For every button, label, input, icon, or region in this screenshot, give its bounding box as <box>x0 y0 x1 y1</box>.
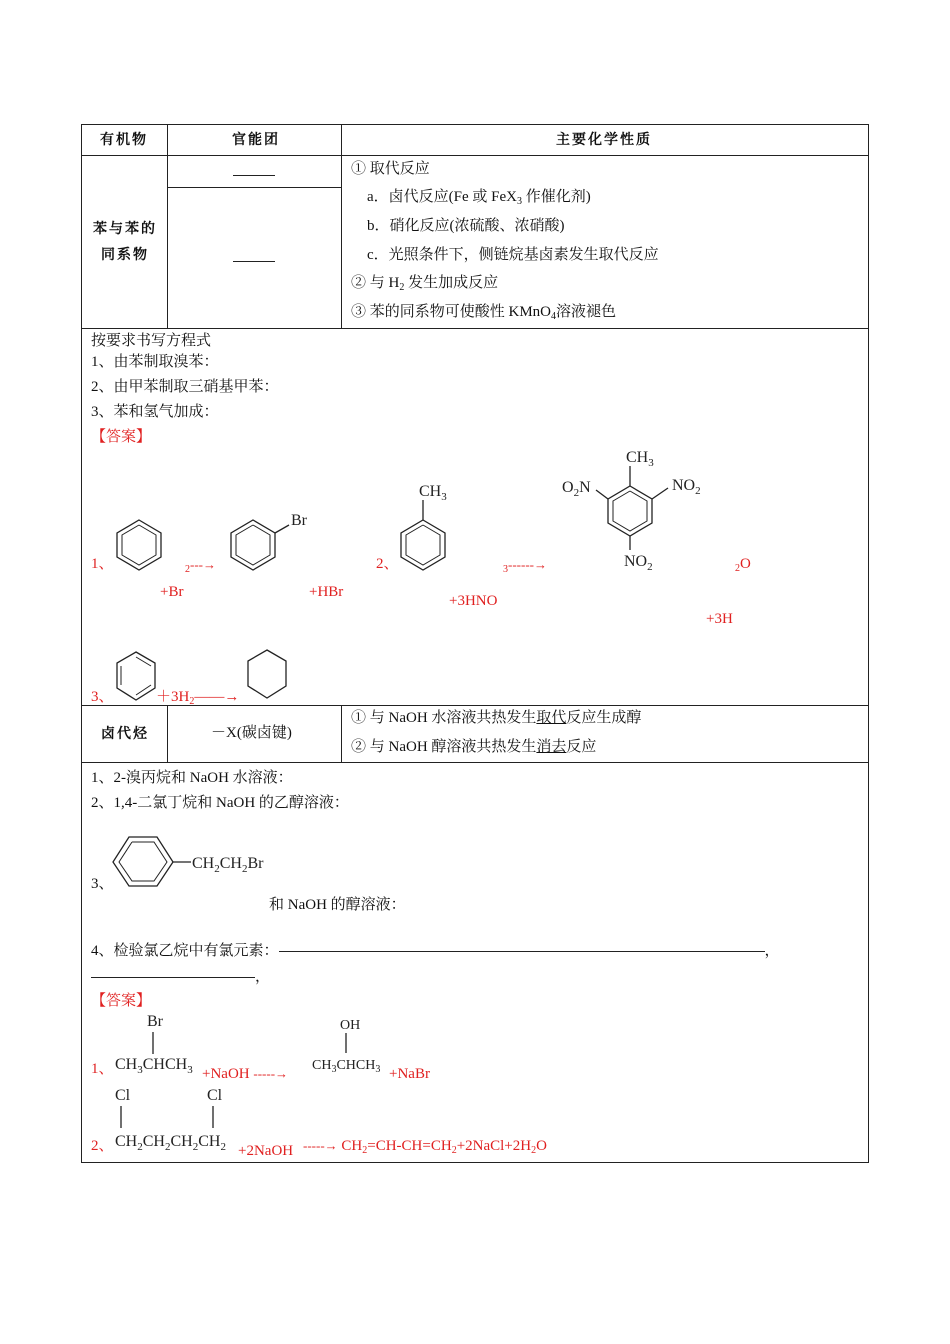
q2-line2: 2、1,4-二氯丁烷和 NaOH 的乙醇溶液： <box>91 795 349 811</box>
ch3-label: $CH_3$ <box>419 483 447 503</box>
cyclohexane-structure <box>246 648 288 700</box>
text: +NaOH <box>202 1066 250 1082</box>
text: a．卤代反应(Fe 或 FeX <box>367 189 517 205</box>
q1-line2: 2、由甲苯制取三硝基甲苯： <box>91 379 279 395</box>
tnt-ch3-label: $CH_3$ <box>626 449 654 469</box>
subscript: 2 <box>531 1145 537 1156</box>
a2-number: 2、 <box>91 1138 114 1154</box>
text: ① 与 NaOH 水溶液共热发生 <box>351 710 537 726</box>
header-functional-group: 官能团 <box>232 132 280 148</box>
underlined-answer: 消去 <box>536 739 567 755</box>
subscript: 2 <box>399 282 405 293</box>
text: O <box>740 556 751 572</box>
text: 发生加成反应 <box>404 275 499 291</box>
eq3-h2 <box>156 687 239 712</box>
ch3chch3-label: $CH_3CHCH_3$ <box>312 1058 381 1075</box>
text: 反应生成醇 <box>566 710 642 726</box>
blank-line <box>233 261 275 262</box>
subscript: 2 <box>735 563 740 574</box>
q1-line1: 1、由苯制取溴苯： <box>91 354 219 370</box>
oh-label: OH <box>340 1018 361 1033</box>
subscript: 2 <box>185 564 190 575</box>
phenylethyl-bromide-structure <box>115 834 275 890</box>
blank-line <box>91 977 255 978</box>
eq2-hno3: +3HNO <box>449 593 498 609</box>
q1-line3: 3、苯和氢气加成： <box>91 404 219 420</box>
text: 反应 <box>566 739 597 755</box>
text: 作催化剂) <box>522 189 591 205</box>
col-divider <box>341 705 342 762</box>
text: ③ 苯的同系物可使酸性 KMnO <box>351 304 552 320</box>
no2-right-label: $NO_2$ <box>672 477 701 497</box>
bromobenzene-structure <box>229 510 309 572</box>
cell-divider <box>167 187 342 188</box>
subscript: 2 <box>362 1145 368 1156</box>
col-divider <box>167 705 168 762</box>
text: ， <box>764 943 780 959</box>
ch2-chain-label: $CH_2CH_2CH_2CH_2$ <box>115 1133 226 1153</box>
header-properties: 主要化学性质 <box>556 132 652 148</box>
q1-answer-label: 【答案】 <box>91 429 152 445</box>
prop-oxidation <box>351 302 616 327</box>
text: ＋3H <box>156 689 190 705</box>
no2-bottom-label: $NO_2$ <box>624 553 653 573</box>
arrow: ------→ <box>508 557 547 572</box>
blank-line <box>233 175 275 176</box>
subscript: 3 <box>517 196 522 207</box>
o2n-label: $O_2N$ <box>562 479 591 499</box>
text: +2NaOH <box>238 1143 294 1159</box>
prop-substitution: ① 取代反应 <box>351 161 430 177</box>
a1-nabr: +NaBr <box>389 1066 430 1082</box>
prop-addition <box>351 273 498 298</box>
subscript: 2 <box>189 696 195 707</box>
q1-title: 按要求书写方程式 <box>91 333 212 349</box>
prop-nitration: b．硝化反应(浓硫酸、浓硝酸) <box>367 218 565 234</box>
halo-name: 卤代烃 <box>101 726 149 742</box>
eq1-number: 1、 <box>91 556 114 572</box>
benzene-ring <box>115 518 163 572</box>
toluene-structure <box>399 478 459 572</box>
text: ② 与 NaOH 醇溶液共热发生 <box>351 739 537 755</box>
eq2-3h: +3H <box>706 611 733 627</box>
eq3-number: 3、 <box>91 689 114 705</box>
dichlorobutane-structure <box>115 1084 245 1154</box>
arrow: -----→ <box>253 1066 289 1081</box>
arrow: ——→ <box>194 689 240 705</box>
eq1-br2: +Br <box>160 584 184 600</box>
subscript: 4 <box>551 311 557 322</box>
arrow: -----→ <box>303 1138 338 1153</box>
col-divider <box>167 124 168 328</box>
br-label: Br <box>147 1013 163 1030</box>
subscript: 3 <box>503 564 508 575</box>
arrow: ---→ <box>190 557 216 572</box>
halo-group: －X(碳卤键) <box>211 725 292 741</box>
br-label: Br <box>291 512 307 529</box>
q2-line3-num: 3、 <box>91 876 114 892</box>
a2-naoh <box>238 1141 293 1161</box>
q2-line4-cont <box>91 967 270 987</box>
blank-line <box>279 951 765 952</box>
a1-naoh <box>202 1064 288 1084</box>
a2-product: -----→ $CH_2=CH-CH=CH_2+2NaCl+2H_2O$ <box>303 1138 547 1156</box>
tnt-structure <box>560 446 720 576</box>
benzene-name-2: 同系物 <box>101 247 149 263</box>
a1-number: 1、 <box>91 1061 114 1077</box>
header-organic: 有机物 <box>100 132 148 148</box>
benzene-ring-eq3 <box>115 650 157 702</box>
eq2-arrow <box>503 555 547 580</box>
eq2-water <box>735 554 751 579</box>
eq2-number: 2、 <box>376 556 399 572</box>
cl-label: Cl <box>115 1087 131 1104</box>
prop-side-chain: c．光照条件下，侧链烷基卤素发生取代反应 <box>367 247 659 263</box>
ch3chch3-label: $CH_3CHCH_3$ <box>115 1056 193 1076</box>
subscript: 2 <box>451 1145 457 1156</box>
halo-prop-1 <box>351 708 641 728</box>
text: 溶液褪色 <box>556 304 617 320</box>
col-divider <box>341 124 342 328</box>
benzene-name-1: 苯与苯的 <box>93 221 157 237</box>
q2-line1: 1、2-溴丙烷和 NaOH 水溶液： <box>91 770 293 786</box>
halo-prop-2 <box>351 737 596 757</box>
ch2ch2br-label: $CH_2CH_2Br$ <box>192 855 264 875</box>
row-divider <box>81 328 869 329</box>
text: 4、检验氯乙烷中有氯元素： <box>91 943 279 959</box>
q2-answer-label: 【答案】 <box>91 993 152 1009</box>
q2-line4 <box>91 941 780 961</box>
text: ， <box>255 969 271 985</box>
eq1-hbr: +HBr <box>309 584 344 600</box>
q2-line3b: 和 NaOH 的醇溶液： <box>269 897 406 913</box>
eq1-arrow <box>185 555 216 580</box>
underlined-answer: 取代 <box>536 710 567 726</box>
row-divider <box>81 762 869 763</box>
text: ② 与 H <box>351 275 400 291</box>
bromopropane-structure <box>115 1008 210 1078</box>
prop-halogenation <box>367 187 591 212</box>
row-divider <box>81 155 869 156</box>
cl-label: Cl <box>207 1087 223 1104</box>
